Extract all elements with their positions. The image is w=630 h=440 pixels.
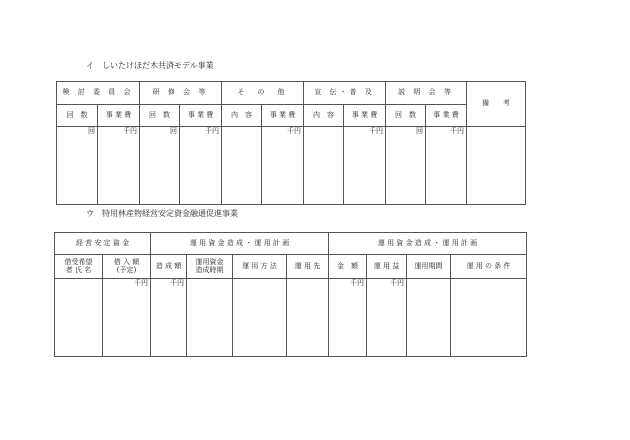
subheader-cell: 事 業 費 [344,105,386,127]
subheader-cell: 運 用 益 [367,255,407,279]
data-cell[interactable] [222,127,262,205]
stabilization-fund-table [54,232,527,357]
section-i-heading: イ しいたけほだ木共済モデル事業 [86,61,214,70]
subheader-cell: 内 容 [304,105,344,127]
subheader-cell: 運 用 方 法 [233,255,287,279]
group-header-fund-plan-2: 運 用 資 金 造 成 ・ 運 用 計 画 [329,233,527,255]
subheader-cell: 事 業 費 [98,105,140,127]
data-cell[interactable] [55,279,103,357]
data-cell[interactable]: 千円 [262,127,304,205]
data-cell[interactable]: 回 [386,127,426,205]
data-cell[interactable] [407,279,451,357]
subheader-cell: 回 数 [386,105,426,127]
subheader-cell: 借 入 額 (予定) [103,255,151,279]
section-u-heading: ウ 特用林産物経営安定資金融通促進事業 [86,209,238,218]
subheader-cell: 事 業 費 [180,105,222,127]
subheader-cell: 借受希望 者 氏 名 [55,255,103,279]
data-cell[interactable]: 回 [140,127,180,205]
subheader-cell: 造 成 額 [151,255,187,279]
subheader-cell: 回 数 [140,105,180,127]
subheader-cell: 運用期間 [407,255,451,279]
data-cell[interactable]: 千円 [344,127,386,205]
subheader-cell: 金 額 [329,255,367,279]
remarks-header: 備 考 [467,82,526,127]
subheader-cell: 回 数 [57,105,98,127]
data-cell[interactable]: 千円 [329,279,367,357]
remarks-cell[interactable] [467,127,526,205]
data-cell[interactable] [187,279,233,357]
group-header-other: そ の 他 [222,82,304,105]
group-header-training: 研 修 会 等 [140,82,222,105]
data-cell[interactable]: 千円 [151,279,187,357]
data-cell[interactable]: 千円 [426,127,467,205]
group-header-briefing: 説 明 会 等 [386,82,467,105]
group-header-promotion: 宣 伝・普 及 [304,82,386,105]
data-cell[interactable]: 千円 [98,127,140,205]
data-cell[interactable]: 千円 [367,279,407,357]
group-header-stabilization-fund: 経 営 安 定 資 金 [55,233,151,255]
data-cell[interactable] [451,279,527,357]
model-project-table [56,81,526,205]
subheader-cell: 運用資金 造成時期 [187,255,233,279]
subheader-cell: 事 業 費 [426,105,467,127]
group-header-fund-plan-1: 運 用 資 金 造 成 ・ 運 用 計 画 [151,233,329,255]
data-cell[interactable] [304,127,344,205]
data-cell[interactable] [233,279,287,357]
data-cell[interactable]: 千円 [103,279,151,357]
subheader-cell: 内 容 [222,105,262,127]
data-cell[interactable]: 回 [57,127,98,205]
data-cell[interactable] [287,279,329,357]
group-header-review-committee: 検 討 委 員 会 [57,82,140,105]
subheader-cell: 運 用 先 [287,255,329,279]
subheader-cell: 運 用 の 条 件 [451,255,527,279]
data-cell[interactable]: 千円 [180,127,222,205]
subheader-cell: 事 業 費 [262,105,304,127]
